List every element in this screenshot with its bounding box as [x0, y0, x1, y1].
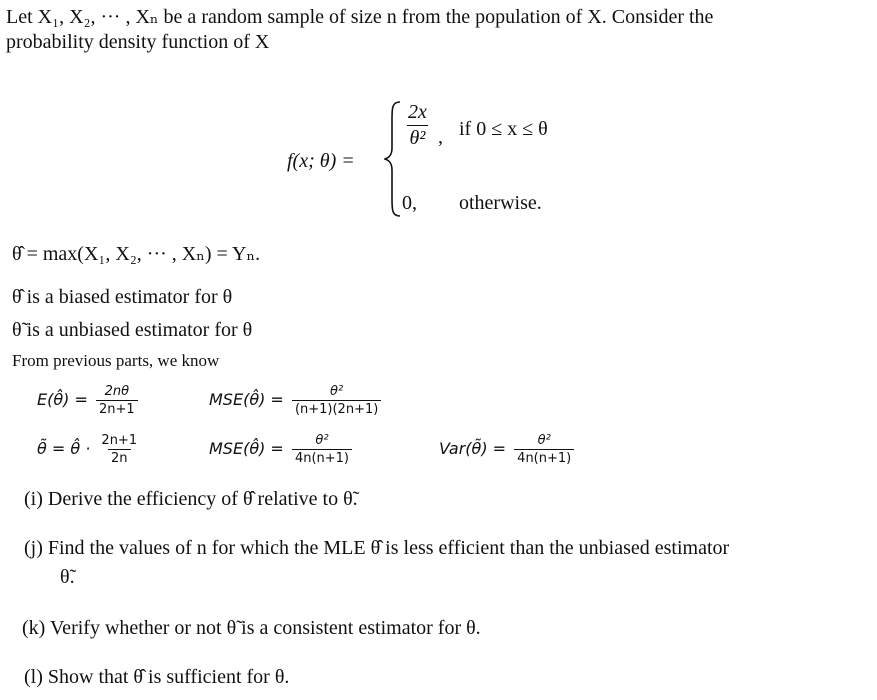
question-j-line-2: θ̃. [60, 566, 75, 588]
mse-hat-formula [209, 384, 384, 417]
mse-tilde-denominator: 4n(n+1) [292, 449, 352, 466]
expectation-formula [37, 384, 141, 417]
left-brace-icon [384, 100, 402, 218]
pdf-case2-value: 0, [402, 192, 417, 214]
mse-hat-denominator: (n+1)(2n+1) [292, 400, 381, 417]
mse-tilde-lhs: MSE(θ̂) = [209, 439, 284, 458]
tilde-denominator: 2n [108, 449, 131, 466]
intro-line-1: Let X₁, X₂, ··· , Xₙ be a random sample of size n from the population of X. Consider the [6, 6, 714, 28]
question-j-line-1: (j) Find the values of n for which the MLE θ̂ is less efficient than the unbiased estimator [24, 537, 730, 559]
pdf-case1-numerator: 2x [408, 101, 427, 123]
variance-numerator: θ² [537, 433, 551, 448]
biased-statement: θ̂ is a biased estimator for θ [12, 286, 233, 308]
pdf-case1-comma: , [438, 126, 443, 148]
variance-lhs: Var(θ̃) = [439, 439, 507, 458]
pdf-case1-denominator: θ² [407, 125, 429, 150]
tilde-lhs: θ̃ = θ̂ · [37, 439, 91, 458]
mle-statement: θ̂ = max(X₁, X₂, ··· , Xₙ) = Yₙ. [12, 243, 261, 265]
tilde-numerator: 2n+1 [101, 433, 138, 448]
pdf-lhs: f(x; θ) = [287, 150, 355, 172]
expectation-lhs: E(θ̂) = [37, 390, 88, 409]
intro-line-2: probability density function of X [6, 31, 270, 53]
pdf-case2-condition: otherwise. [459, 192, 542, 214]
question-l: (l) Show that θ̂ is sufficient for θ. [24, 666, 290, 688]
question-k: (k) Verify whether or not θ̃ is a consistent estimator for θ. [22, 617, 481, 639]
pdf-case1-fraction [402, 101, 433, 150]
question-i: (i) Derive the efficiency of θ̂ relative to θ̃. [24, 488, 358, 510]
unbiased-statement: θ̃ is a unbiased estimator for θ [12, 319, 253, 341]
variance-formula [439, 433, 577, 466]
variance-denominator: 4n(n+1) [514, 449, 574, 466]
mse-hat-numerator: θ² [330, 384, 344, 399]
expectation-denominator: 2n+1 [96, 400, 138, 417]
mse-tilde-formula [209, 433, 355, 466]
pdf-case1-condition: if 0 ≤ x ≤ θ [459, 118, 548, 140]
expectation-numerator: 2nθ [104, 384, 130, 399]
known-statement: From previous parts, we know [12, 351, 220, 370]
mse-tilde-numerator: θ² [315, 433, 329, 448]
mse-hat-lhs: MSE(θ̂) = [209, 390, 284, 409]
tilde-formula [37, 433, 143, 466]
